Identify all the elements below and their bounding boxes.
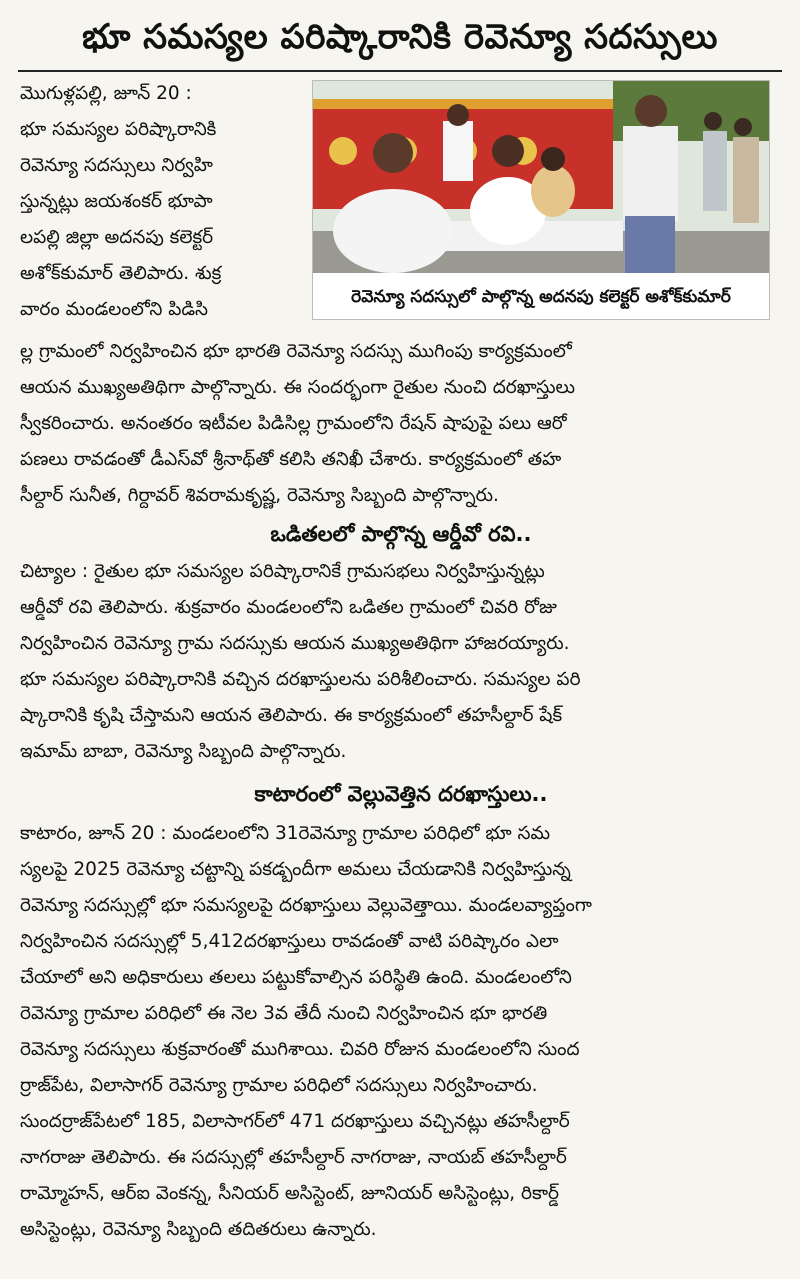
story1-line: ల్ల గ్రామంలో నిర్వహించిన భూ భారతి రెవెన్యూ సదస్సు ముగింపు కార్యక్రమంలో	[20, 341, 572, 362]
story3-line: ర్రాజ్‌పేట, విలాసాగర్ రెవెన్యూ గ్రామాల పరిధిలో సదస్సులు నిర్వహించారు.	[20, 1075, 538, 1096]
story1-dateline: మొగుళ్లపల్లి, జూన్ 20 :	[20, 83, 192, 104]
story1-line: స్తున్నట్లు జయశంకర్ భూపా	[20, 191, 213, 212]
story1-line: సీల్దార్ సునీత, గిర్దావర్ శివరామకృష్ణ, రెవెన్యూ సిబ్బంది పాల్గొన్నారు.	[20, 485, 499, 506]
story3-line: రెవెన్యూ సదస్సుల్లో భూ సమస్యలపై దరఖాస్తులు వెల్లువెత్తాయి. మండలవ్యాప్తంగా	[20, 895, 592, 916]
story3-line: కాటారం, జూన్ 20 : మండలంలోని 31రెవెన్యూ గ్రామాల పరిధిలో భూ సమ	[20, 823, 551, 844]
story3-line: రామ్మోహన్, ఆర్ఐ వెంకన్న, సీనియర్ అసిస్టెంట్, జూనియర్ అసిస్టెంట్లు, రికార్డ్	[20, 1183, 559, 1204]
story1-line: ఆయన ముఖ్యఅతిథిగా పాల్గొన్నారు. ఈ సందర్భంగా రైతుల నుంచి దరఖాస్తులు	[20, 377, 576, 398]
story3-line: నాగరాజు తెలిపారు. ఈ సదస్సుల్లో తహసీల్దార్ నాగరాజు, నాయబ్ తహసీల్దార్	[20, 1147, 567, 1168]
story2-line: నిర్వహించిన రెవెన్యూ గ్రామ సదస్సుకు ఆయన ముఖ్యఅతిథిగా హాజరయ్యారు.	[20, 633, 570, 654]
story3-line: నిర్వహించిన సదస్సుల్లో 5,412దరఖాస్తులు రావడంతో వాటి పరిష్కారం ఎలా	[20, 931, 559, 952]
story3-line: సుందర్రాజ్‌పేటలో 185, విలాసాగర్‌లో 471 దరఖాస్తులు వచ్చినట్లు తహసీల్దార్	[20, 1111, 570, 1132]
story1-line: పణలు రావడంతో డీఎస్‌వో శ్రీనాథ్‌తో కలిసి తనిఖీ చేశారు. కార్యక్రమంలో తహ	[20, 449, 562, 470]
story1-line: రెవెన్యూ సదస్సులు నిర్వహి	[20, 155, 213, 176]
cropped-next-line	[0, 1266, 800, 1279]
story1-line: వారం మండలంలోని పిడిసి	[20, 299, 209, 320]
headline: భూ సమస్యల పరిష్కారానికి రెవెన్యూ సదస్సులు	[82, 17, 718, 57]
story2-line: ష్కారానికి కృషి చేస్తామని ఆయన తెలిపారు. ఈ కార్యక్రమంలో తహసీల్దార్ షేక్	[20, 705, 563, 726]
story1-line: భూ సమస్యల పరిష్కారానికి	[20, 119, 217, 140]
story3-line: అసిస్టెంట్లు, రెవెన్యూ సిబ్బంది తదితరులు ఉన్నారు.	[20, 1219, 377, 1240]
photo-illustration	[313, 81, 769, 273]
story2-subhead: ఒడితలలో పాల్గొన్న ఆర్డీవో రవి..	[270, 522, 532, 546]
story3-line: స్యలపై 2025 రెవెన్యూ చట్టాన్ని పకడ్బందీగా అమలు చేయడానికి నిర్వహిస్తున్న	[20, 859, 571, 880]
story1-line: స్వీకరించారు. అనంతరం ఇటీవల పిడిసిల్ల గ్రామంలోని రేషన్ షాపుపై పలు ఆరో	[20, 413, 567, 434]
story2-line: ఆర్డీవో రవి తెలిపారు. శుక్రవారం మండలంలోని ఒడితల గ్రామంలో చివరి రోజు	[20, 597, 557, 618]
story2-line: ఇమామ్ బాబా, రెవెన్యూ సిబ్బంది పాల్గొన్నారు.	[20, 741, 347, 762]
story1-line: లపల్లి జిల్లా అదనపు కలెక్టర్	[20, 227, 214, 248]
story3-line: రెవెన్యూ సదస్సులు శుక్రవారంతో ముగిశాయి. చివరి రోజున మండలంలోని సుంద	[20, 1039, 580, 1060]
story3-line: రెవెన్యూ గ్రామాల పరిధిలో ఈ నెల 3వ తేదీ నుంచి నిర్వహించిన భూ భారతి	[20, 1003, 548, 1024]
story3-line: చేయాలో అని అధికారులు తలలు పట్టుకోవాల్సిన పరిస్థితి ఉంది. మండలంలోని	[20, 967, 572, 988]
story2-line: భూ సమస్యల పరిష్కారానికి వచ్చిన దరఖాస్తులను పరిశీలించారు. సమస్యల పరి	[20, 669, 581, 690]
photo-caption: రెవెన్యూ సదస్సులో పాల్గొన్న అదనపు కలెక్టర్ అశోక్‌కుమార్	[351, 287, 731, 307]
news-photo	[313, 81, 769, 273]
story1-line: అశోక్‌కుమార్ తెలిపారు. శుక్ర	[20, 263, 222, 284]
headline-rule	[18, 70, 782, 72]
story2-line: చిట్యాల : రైతుల భూ సమస్యల పరిష్కారానికే గ్రామసభలు నిర్వహిస్తున్నట్లు	[20, 561, 545, 582]
news-photo-frame	[312, 80, 770, 320]
story3-subhead: కాటారంలో వెల్లువెత్తిన దరఖాస్తులు..	[254, 782, 548, 806]
